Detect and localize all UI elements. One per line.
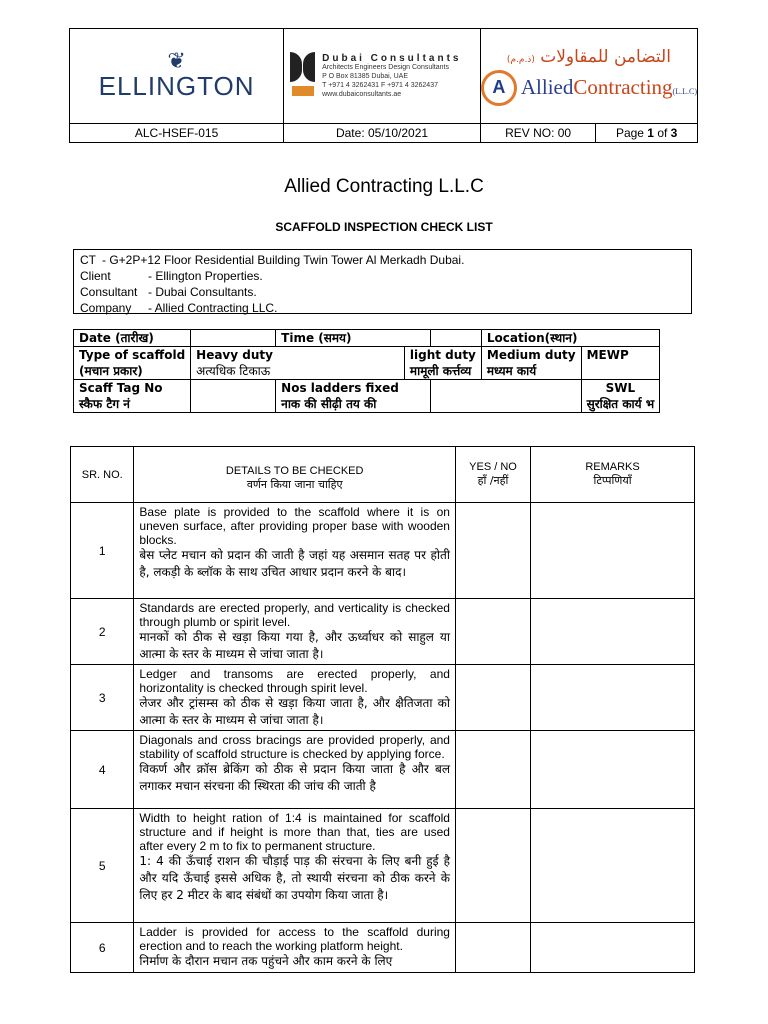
checklist-title: SCAFFOLD INSPECTION CHECK LIST	[275, 220, 493, 234]
row-details: Ledger and transoms are erected properly, and horizontality is checked through spirit level. लेजर और ट्रांसम्स को ठीक से खड़ा किया जाता है, और क्षैतिजता को आत्मा के स्तर के माध्यम से जांचा जाता है।	[134, 665, 456, 731]
row-yes-no-field[interactable]	[455, 731, 530, 809]
dubai-consultants-name: Dubai Consultants	[322, 52, 462, 64]
table-row	[71, 665, 695, 731]
dubai-consultants-tagline: Architects Engineers Design Consultants	[322, 63, 449, 71]
row-yes-no-field[interactable]	[455, 503, 530, 599]
row-remarks-field[interactable]	[531, 809, 695, 923]
project-client-row: Client - Ellington Properties.	[80, 269, 263, 283]
scaffold-type-label: Type of scaffold (मचान प्रकार)	[74, 347, 191, 380]
document-date: Date: 05/10/2021	[284, 124, 481, 143]
page-indicator: Page 1 of 3	[596, 124, 698, 143]
checklist-table	[70, 446, 695, 973]
company-title: Allied Contracting L.L.C	[284, 176, 484, 197]
mewp-option[interactable]: MEWP	[581, 347, 660, 380]
row-yes-no-field[interactable]	[455, 923, 530, 973]
row-remarks-field[interactable]	[531, 503, 695, 599]
scaff-tag-field[interactable]	[191, 380, 276, 413]
time-field[interactable]	[430, 330, 481, 347]
dubai-consultants-web: www.dubaiconsultants.ae	[322, 90, 402, 98]
row-remarks-field[interactable]	[531, 599, 695, 665]
row-remarks-field[interactable]	[531, 923, 695, 973]
table-row	[71, 503, 695, 599]
date-field[interactable]	[191, 330, 276, 347]
allied-arabic-suffix: (ذ.م.م)	[506, 54, 535, 65]
row-number: 1	[71, 503, 134, 599]
document-number: ALC-HSEF-015	[70, 124, 284, 143]
allied-name-b: Contracting	[573, 75, 673, 99]
row-number: 3	[71, 665, 134, 731]
ellington-logo	[70, 29, 284, 124]
project-consultant-row: Consultant - Dubai Consultants.	[80, 285, 257, 299]
swl-label: SWL सुरक्षित कार्य भ	[581, 380, 660, 413]
ladders-fixed-label: Nos ladders fixed नाक की सीढ़ी तय की	[276, 380, 431, 413]
remarks-header: REMARKS टिप्पणियाँ	[531, 447, 695, 503]
row-details: Standards are erected properly, and verticality is checked through plumb or spirit level. मानकों को ठीक से खड़ा किया गया है, और ऊर्ध्वाधर को साहुल या आत्मा के स्तर के माध्यम से जांचा जाता है।	[134, 599, 456, 665]
ladders-fixed-field[interactable]	[430, 380, 581, 413]
dubai-consultants-logo	[284, 29, 481, 124]
row-details: Width to height ration of 1:4 is maintained for scaffold structure and if height is more than that, ties are used after every 2 m to fix to permanent structure. 1: 4 की ऊँचाई राशन की चौड़ाई पाड़ की संरचना के लिए बनी हुई है और यदि ऊँचाई इससे अधिक है, तो स्थायी संरचना को ठीक करने के लिए हर 2 मीटर के बाद संबंधों का उपयोग किया जाता है।	[134, 809, 456, 923]
yes-no-header: YES / NO हाँ /नहीं	[455, 447, 530, 503]
medium-duty-option[interactable]: Medium duty मध्यम कार्य	[481, 347, 581, 380]
table-row	[71, 599, 695, 665]
row-number: 4	[71, 731, 134, 809]
details-header: DETAILS TO BE CHECKED वर्णन किया जाना चाहिए	[134, 447, 456, 503]
dubai-consultants-phone: T +971 4 3262431 F +971 4 3262437	[322, 81, 438, 89]
row-number: 6	[71, 923, 134, 973]
row-number: 5	[71, 809, 134, 923]
project-info-box	[73, 249, 692, 314]
document-header	[69, 28, 698, 143]
row-remarks-field[interactable]	[531, 665, 695, 731]
light-duty-option[interactable]: light duty मामूली कर्त्तव्य	[404, 347, 481, 380]
heavy-duty-option[interactable]: Heavy duty अत्यधिक टिकाऊ	[191, 347, 405, 380]
row-yes-no-field[interactable]	[455, 809, 530, 923]
dubai-consultants-emblem-icon	[290, 48, 316, 104]
checklist-header-row	[71, 447, 695, 503]
scaff-tag-label: Scaff Tag No स्कैफ टैग नं	[74, 380, 191, 413]
row-number: 2	[71, 599, 134, 665]
inspection-info-grid	[73, 329, 660, 413]
table-row	[71, 809, 695, 923]
table-row	[71, 923, 695, 973]
row-details: Diagonals and cross bracings are provided properly, and stability of scaffold structure is checked by applying force. विकर्ण और क्रॉस ब्रेकिंग को ठीक से प्रदान किया जाता है और बल लगाकर मचान संरचना की स्थिरता की जांच की जाती है	[134, 731, 456, 809]
row-remarks-field[interactable]	[531, 731, 695, 809]
allied-emblem-icon: A	[481, 70, 517, 106]
location-label: Location(स्थान)	[481, 330, 659, 347]
ellington-wordmark: ELLINGTON	[98, 70, 255, 101]
sr-no-header: SR. NO.	[71, 447, 134, 503]
date-label: Date (तारीख)	[74, 330, 191, 347]
row-yes-no-field[interactable]	[455, 665, 530, 731]
allied-name-suffix: (L.L.C)	[672, 87, 697, 96]
revision-number: REV NO: 00	[480, 124, 595, 143]
project-company-row: Company - Allied Contracting LLC.	[80, 301, 278, 315]
ellington-emblem-icon: ❦	[167, 47, 186, 73]
project-ct-row: CT - G+2P+12 Floor Residential Building Twin Tower Al Merkadh Dubai.	[80, 253, 465, 267]
row-yes-no-field[interactable]	[455, 599, 530, 665]
allied-arabic-name: التضامن للمقاولات	[540, 46, 671, 67]
table-row	[71, 731, 695, 809]
allied-name-a: Allied	[520, 75, 574, 99]
row-details: Ladder is provided for access to the scaffold during erection and to reach the working platform height. निर्माण के दौरान मचान तक पहुंचने और काम करने के लिए	[134, 923, 456, 973]
time-label: Time (समय)	[276, 330, 431, 347]
dubai-consultants-pobox: P O Box 81385 Dubai, UAE	[322, 72, 408, 80]
row-details: Base plate is provided to the scaffold where it is on uneven surface, after providing proper base with wooden blocks. बेस प्लेट मचान को प्रदान की जाती है जहां यह असमान सतह पर होती है, लकड़ी के ब्लॉक के साथ उचित आधार प्रदान करने के बाद।	[134, 503, 456, 599]
allied-contracting-logo	[480, 29, 697, 124]
